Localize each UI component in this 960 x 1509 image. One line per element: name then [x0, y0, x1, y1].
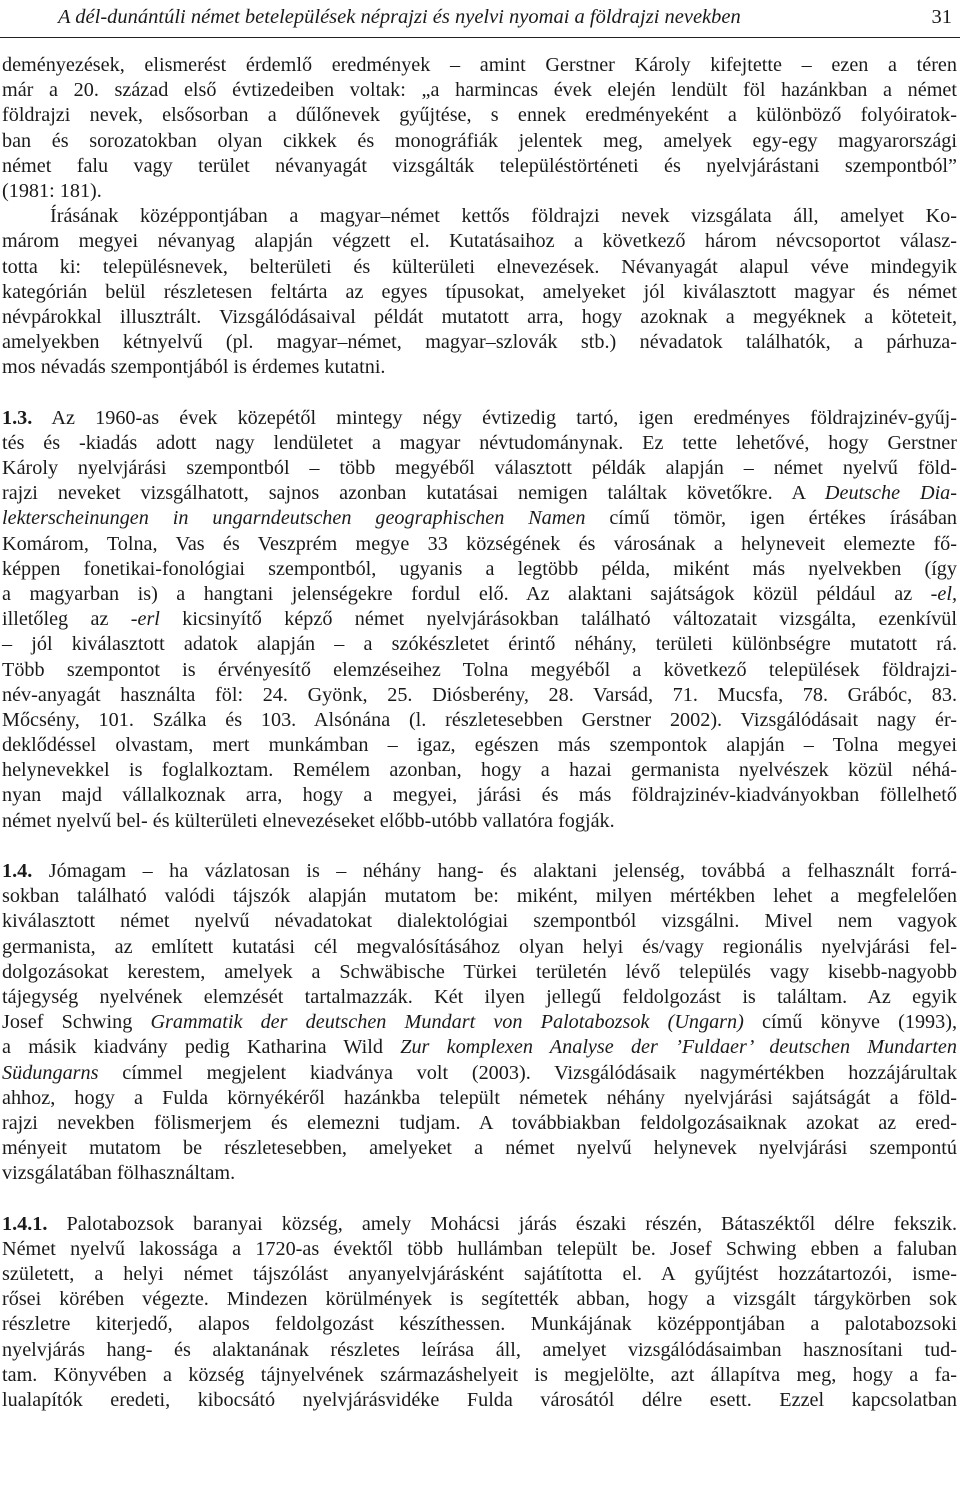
text-line: helynevekkel is foglalkoztam. Remélem azonban, hogy a hazai germanista nyelvészek közül néhá- [2, 759, 957, 782]
text-line: mos névadás szempontjából is érdemes kutatni. [2, 356, 386, 379]
text-line: név-anyagát használta föl: 24. Gyönk, 25. Diósberény, 28. Varsád, 71. Mucsfa, 78. Grábóc, 83. [2, 683, 957, 706]
text-line: kategórián belül részletesen feltárta az egyes típusokat, amelyeket jól kiválasztott magyar és német [2, 280, 957, 303]
paragraph-gap [2, 380, 957, 405]
text-line: részletre kiterjedő, alapos feldolgozást készíthessen. Munkájának középpontjában a palotabozsoki [2, 1313, 957, 1336]
body-text [2, 53, 957, 1413]
text-line: rősei körében végezte. Mindezen körülmények is segítették abban, hogy a vizsgált tárgykörben sok [2, 1288, 957, 1311]
text-line: kiválasztott német nyelvű névadatokat dialektológiai szempontból vizsgálni. Mivel nem vagyok [2, 910, 957, 933]
text-line: lualapítók eredeti, kibocsátó nyelvjárásvidéke Fulda városától délre esett. Ezzel kapcsolatban [2, 1388, 957, 1411]
text-line: – jól kiválasztott adatok alapján – a szókészletet érintő néhány, területi különbségre mutatott rá. [2, 633, 957, 656]
text-line: sokban található valódi tájszók alapján mutatom be: miként, milyen mértékben lehet a megfelelően [2, 885, 957, 908]
text-line: totta ki: településnevek, belterületi és külterületi elnevezések. Névanyagát alapul véve mindegyik [2, 255, 957, 278]
italic-title: lekterscheinungen in ungarndeutschen geographischen Namen [2, 507, 586, 530]
text-line: Südungarns címmel megjelent kiadványa volt (2003). Vizsgálódásaik nagymértékben hozzájárultak [2, 1061, 957, 1084]
paragraph-gap [2, 1186, 957, 1211]
text-line: deményezések, elismerést érdemlő eredmények – amint Gerstner Károly kifejtette – ezen a téren [2, 54, 957, 76]
text-line: vizsgálatában fölhasználtam. [2, 1162, 236, 1185]
text-line: ahhoz, hogy a Fulda környékéről hazánkba települt németek néhány nyelvjárási sajátságát a föld- [2, 1086, 957, 1109]
text-line: a magyarban is) a hangtani jelenségekre fordul elő. Az alaktani sajátságok közül például az -el, [2, 582, 957, 605]
text-line: Komárom, Tolna, Vas és Veszprém megye 33 községének és városának a helyneveit elemezte fő- [2, 532, 957, 555]
text-line: Több szempontot is érvényesítő elemzéseihez Tolna megyéből a következő települések földrajzi- [2, 658, 957, 681]
text-line: Írásának középpontjában a magyar–német kettős földrajzi nevek vizsgálata áll, amelyet Ko- [50, 205, 957, 228]
text-line: földrajzi nevek, elsősorban a dűlőnevek gyűjtése, s ennek eredményeként a különböző folyóiratok- [2, 104, 957, 127]
text-line: Josef Schwing Grammatik der deutschen Mundart von Palotabozsok (Ungarn) című könyve (1993), [2, 1011, 957, 1034]
section-number: 1.4. [2, 860, 33, 882]
text-line: nyelvjárás hang- és alaktanának részletes leírása áll, amelyet vizsgálódásaimban hasznosítani tud- [2, 1338, 957, 1361]
text-line: született, a helyi német tájszólást anyanyelvjárásként sajátította el. A gyűjtést hozzátartozói, isme- [2, 1263, 957, 1285]
text-line: német falu vagy terület névanyagát vizsgálták településtörténeti és nyelvjárástani szempontból” [2, 154, 957, 177]
page-number: 31 [931, 6, 952, 28]
text-line: Mőcsény, 101. Szálka és 103. Alsónána (l. részletesebben Gerstner 2002). Vizsgálódásait nagy ér- [2, 708, 957, 731]
italic-title: Südungarns [2, 1061, 99, 1084]
header-rule [0, 37, 960, 38]
text-line: márom megyei névanyag alapján végzett el. Kutatásaihoz a következő három névcsoportot válasz- [2, 230, 957, 253]
text-line: 1.4.1. Palotabozsok baranyai község, amely Mohácsi járás északi részén, Bátaszéktől délre fekszik. [2, 1212, 957, 1235]
text-line: német nyelvű bel- és külterületi elnevezéseket előbb-utóbb vallatóra fogják. [2, 809, 615, 832]
text-line: rajzi nevekben fölismerjem és elemezni tudjam. A továbbiakban feldolgozásaiknak azokat az ered- [2, 1111, 957, 1134]
text-line: tés és -kiadás adott nagy lendületet a magyar névtudománynak. Ez tette lehetővé, hogy Gerstner [2, 431, 957, 454]
text-line: Német nyelvű lakossága a 1720-as évektől több hullámban települt be. Josef Schwing ebben a faluban [2, 1237, 957, 1260]
running-head-title: A dél-dunántúli német betelepülések néprajzi és nyelvi nyomai a földrajzi nevekben [58, 6, 741, 28]
text-line: tam. Könyvében a község tájnyelvének származáshelyeit is megjelölte, azt állapítva meg, hogy a fa- [2, 1363, 957, 1386]
running-header [0, 0, 960, 38]
text-line: rajzi neveket vizsgálhatott, sajnos azonban kutatásai nemigen találtak követőkre. A Deutsche Dia- [2, 482, 957, 505]
italic-title: Grammatik der deutschen Mundart von Palotabozsok (Ungarn) [150, 1011, 744, 1034]
section-number: 1.4.1. [2, 1212, 48, 1235]
text-line: már a 20. század első évtizedeiben voltak: „a harmincas évek elején lendült föl hazánkban a német [2, 79, 957, 102]
text-line: deklődéssel olvastam, mert munkámban – igaz, egészen más szempontok alapján – Tolna megyei [2, 734, 957, 757]
text-line: illetőleg az -erl kicsinyítő képző német nyelvjárásokban található változatait vizsgálta, ezenkívül [2, 608, 957, 631]
paragraph-gap [2, 834, 957, 859]
text-line: képpen fonetikai-fonológiai szempontból, ugyanis a legtöbb példa, miként más nyelvekben (így [2, 557, 957, 580]
text-line: dolgozásokat kerestem, amelyek a Schwäbische Türkei területén lévő település vagy kisebb-nagyobb [2, 960, 957, 983]
text-line: germanista, az említett kutatási cél megvalósításához olyan helyi és/vagy regionális nyelvjárási fel- [2, 935, 957, 958]
text-line: a másik kiadvány pedig Katharina Wild Zur komplexen Analyse der ’Fuldaer’ deutschen Mundarten [2, 1036, 957, 1059]
italic-title: Zur komplexen Analyse der ’Fuldaer’ deutschen Mundarten [400, 1036, 957, 1059]
section-number: 1.3. [2, 406, 33, 429]
text-line: 1.3. Az 1960-as évek közepétől mintegy négy évtizedig tartó, igen eredményes földrajzinév-gyűj- [2, 406, 957, 429]
italic-title: -el, [930, 582, 957, 605]
italic-title: Deutsche Dia- [824, 482, 957, 505]
text-line: ban és sorozatokban olyan cikkek és monográfiák jelentek meg, amelyek egy-egy magyarországi [2, 129, 957, 152]
text-line: (1981: 181). [2, 179, 102, 202]
text-line: ményeit mutatom be részletesebben, amelyeket a német nyelvű helynevek nyelvjárási szempontú [2, 1137, 957, 1160]
text-line: névpárokkal illusztrált. Vizsgálódásaival példát mutatott arra, hogy azoknak a megyéknek a köteteit, [2, 305, 957, 328]
text-line: lekterscheinungen in ungarndeutschen geographischen Namen című tömör, igen értékes írásában [2, 507, 957, 530]
text-line: amelyekben kétnyelvű (pl. magyar–német, magyar–szlovák stb.) névadatok találhatók, a párhuza- [2, 331, 957, 354]
text-line: tájegység nyelvének elemzését tartalmazzák. Két ilyen jellegű feldolgozást is találtam. Az egyik [2, 985, 957, 1008]
text-line: Károly nyelvjárási szempontból – több megyéből választott példák alapján – német nyelvű föld- [2, 457, 957, 479]
text-line: nyan majd vállalkoznak arra, hogy a megyei, járási és más földrajzinév-kiadványokban föllelhető [2, 784, 957, 807]
text-line: 1.4. Jómagam – ha vázlatosan is – néhány hang- és alaktani jelenség, továbbá a felhasznált forrá- [2, 860, 957, 882]
italic-title: -erl [130, 608, 160, 631]
